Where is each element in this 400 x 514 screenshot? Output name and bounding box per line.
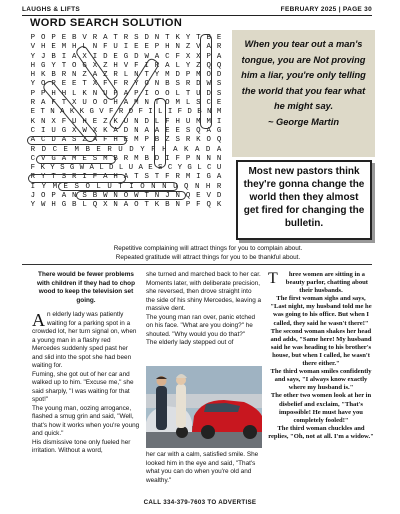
grid-row: Y J B I A X I D E G D W A C F X X P A [30, 52, 222, 61]
repetition-line-2: Repeated gratitude will attract things for you to be thankful about. [115, 253, 301, 261]
header-divider [22, 15, 372, 16]
widow-paragraph: The other two women look at her in disbelief and exclaim, "That's impossible! He must have you completely fooled!" [270, 392, 372, 424]
repetition-line-1: Repetitive complaining will attract things for you to complain about. [113, 245, 303, 252]
widow-story-column [268, 271, 374, 441]
grid-row: E T N A K K G V F R O F I L I F D B N M [30, 108, 222, 117]
grid-row: H G Y T O G X Z H V F I R A L Y Z Q Q [30, 61, 222, 70]
story-paragraph: The young man ran over, panic etched on his face. "What are you doing?" he shouted. "Why would you do that?" [146, 313, 256, 338]
page-header [22, 6, 372, 14]
word-search-grid [28, 34, 224, 211]
story-paragraph: His dismissive tone only fueled her irritation. Without a word, [32, 438, 131, 454]
answer-loop [27, 136, 127, 145]
grid-row: P O P E B V R A T R S D N T K Y T B E [30, 34, 222, 42]
drop-cap: A [32, 310, 45, 330]
section-divider [22, 264, 372, 265]
grid-row: R D C E M B E R U D Y F H A K A D A [30, 145, 222, 154]
word-search-title: WORD SEARCH SOLUTION [30, 17, 183, 29]
car-accident-photo [146, 366, 262, 448]
grid-row: A C D A S Z A F H E M P B Z S R K O Q [30, 136, 222, 145]
car-scene-illustration [146, 366, 262, 448]
grid-row: H K B R N Z A Z R L N T Y M D P M O D [30, 71, 222, 80]
story-paragraph: she turned and marched back to her car. Moments later, with deliberate precision, she reversed, then drove straight into the side of his shiny Mercedes, leaving a massive dent. [146, 271, 262, 312]
story-column-1 [32, 271, 140, 456]
widow-paragraph: The third woman chuckles and replies, "Oh, not at all. I'm a widow." [268, 424, 374, 440]
answer-loop [154, 98, 166, 168]
quote-author: ~ George Martin [267, 116, 340, 127]
grid-row: Y W H G B L Q X N A O T K B N P F Q K [30, 201, 222, 210]
repetition-note [60, 245, 356, 262]
advertise-footer: CALL 334-379-7603 TO ADVERTISE [143, 499, 257, 506]
quote-box [232, 30, 375, 157]
widow-paragraph: The second woman shakes her head and adds, "Same here! My husband said he was heading to his brother's house, but when I called, he wasn't there either." [270, 327, 372, 368]
story-column-2 [146, 271, 262, 348]
grid-row: P P H H L K N U P A P I O O L T U D S [30, 89, 222, 98]
grid-row: F K Y S G W A L D L U A E S C Y G L C U [30, 164, 222, 173]
story-paragraph: The young man, oozing arrogance, flashed a smug grin and said, "Well, that's how it works when you're young and quick." [32, 404, 140, 437]
grid-row: K N X F U H E Z K U N D L F H U M M I [30, 117, 222, 126]
grid-row: R A F T X U O O H A M N T O M L S C E [30, 99, 222, 108]
drop-cap: T [268, 270, 278, 287]
widow-paragraph: hree women are sitting in a beauty parlor, chatting about their husbands. [285, 271, 368, 295]
grid-row: I Y M E S O L U T I O N N U Q N H R [30, 182, 222, 191]
story-paragraph: n elderly lady was patiently waiting for a parking spot in a crowded lot, her turn signal on, when a young man in a flashy red Mercedes suddenly sped past her and slid into the spot she had been waiting for. [32, 311, 137, 369]
answer-loop [28, 174, 126, 183]
grid-row: C V G A M E S M B R M B D I F P N N N [30, 154, 222, 163]
story-paragraph: Fuming, she got out of her car and walked up to him. "Excuse me," she said sharply, "I was waiting for that spot!" [32, 370, 134, 403]
issue-info: FEBRUARY 2025 | PAGE 30 [280, 6, 372, 13]
grid-row: R Y T S R I F A H A T S T F R M I G A [30, 173, 222, 182]
answer-loop [36, 155, 116, 164]
grid-row: V H E M H L N F U I E E P H N Z V A R [30, 43, 222, 52]
answer-loop [76, 191, 186, 200]
quote-text: When you tear out a man's tongue, you are Not proving him a liar, you're only telling the world that you fear what he might say. [241, 39, 366, 112]
widow-paragraph: The third woman smiles confidently and says, "I always know exactly where my husband is." [270, 368, 372, 392]
grid-row: J O P A N S B W N O W T N J N Q E V D [30, 192, 222, 201]
grid-row: C I U G X W X K A D N A A E E S Q A G [30, 126, 222, 135]
answer-loop [200, 34, 212, 129]
pastor-joke-box: Most new pastors think they're gonna change the world then they almost get fired for changing the bulletin. [236, 160, 372, 240]
widow-paragraph: The first woman sighs and says, "Last night, my husband told me he was going to his office. But when I called, they said he wasn't there!" [270, 295, 372, 327]
story-conclusion: her car with a calm, satisfied smile. She looked him in the eye and said, "That's what you can do when you're old and wealthy." [146, 451, 259, 484]
story-paragraph: The elderly lady stepped out of [146, 339, 234, 346]
grid-row: Y O R E E T X F F R Y O N B S R D W S [30, 80, 222, 89]
publication-name: LAUGHS & LIFTS [22, 6, 81, 13]
answer-loop [58, 182, 178, 191]
children-headline: There would be fewer problems with children if they had to chop wood to keep the television set going. [37, 271, 135, 304]
